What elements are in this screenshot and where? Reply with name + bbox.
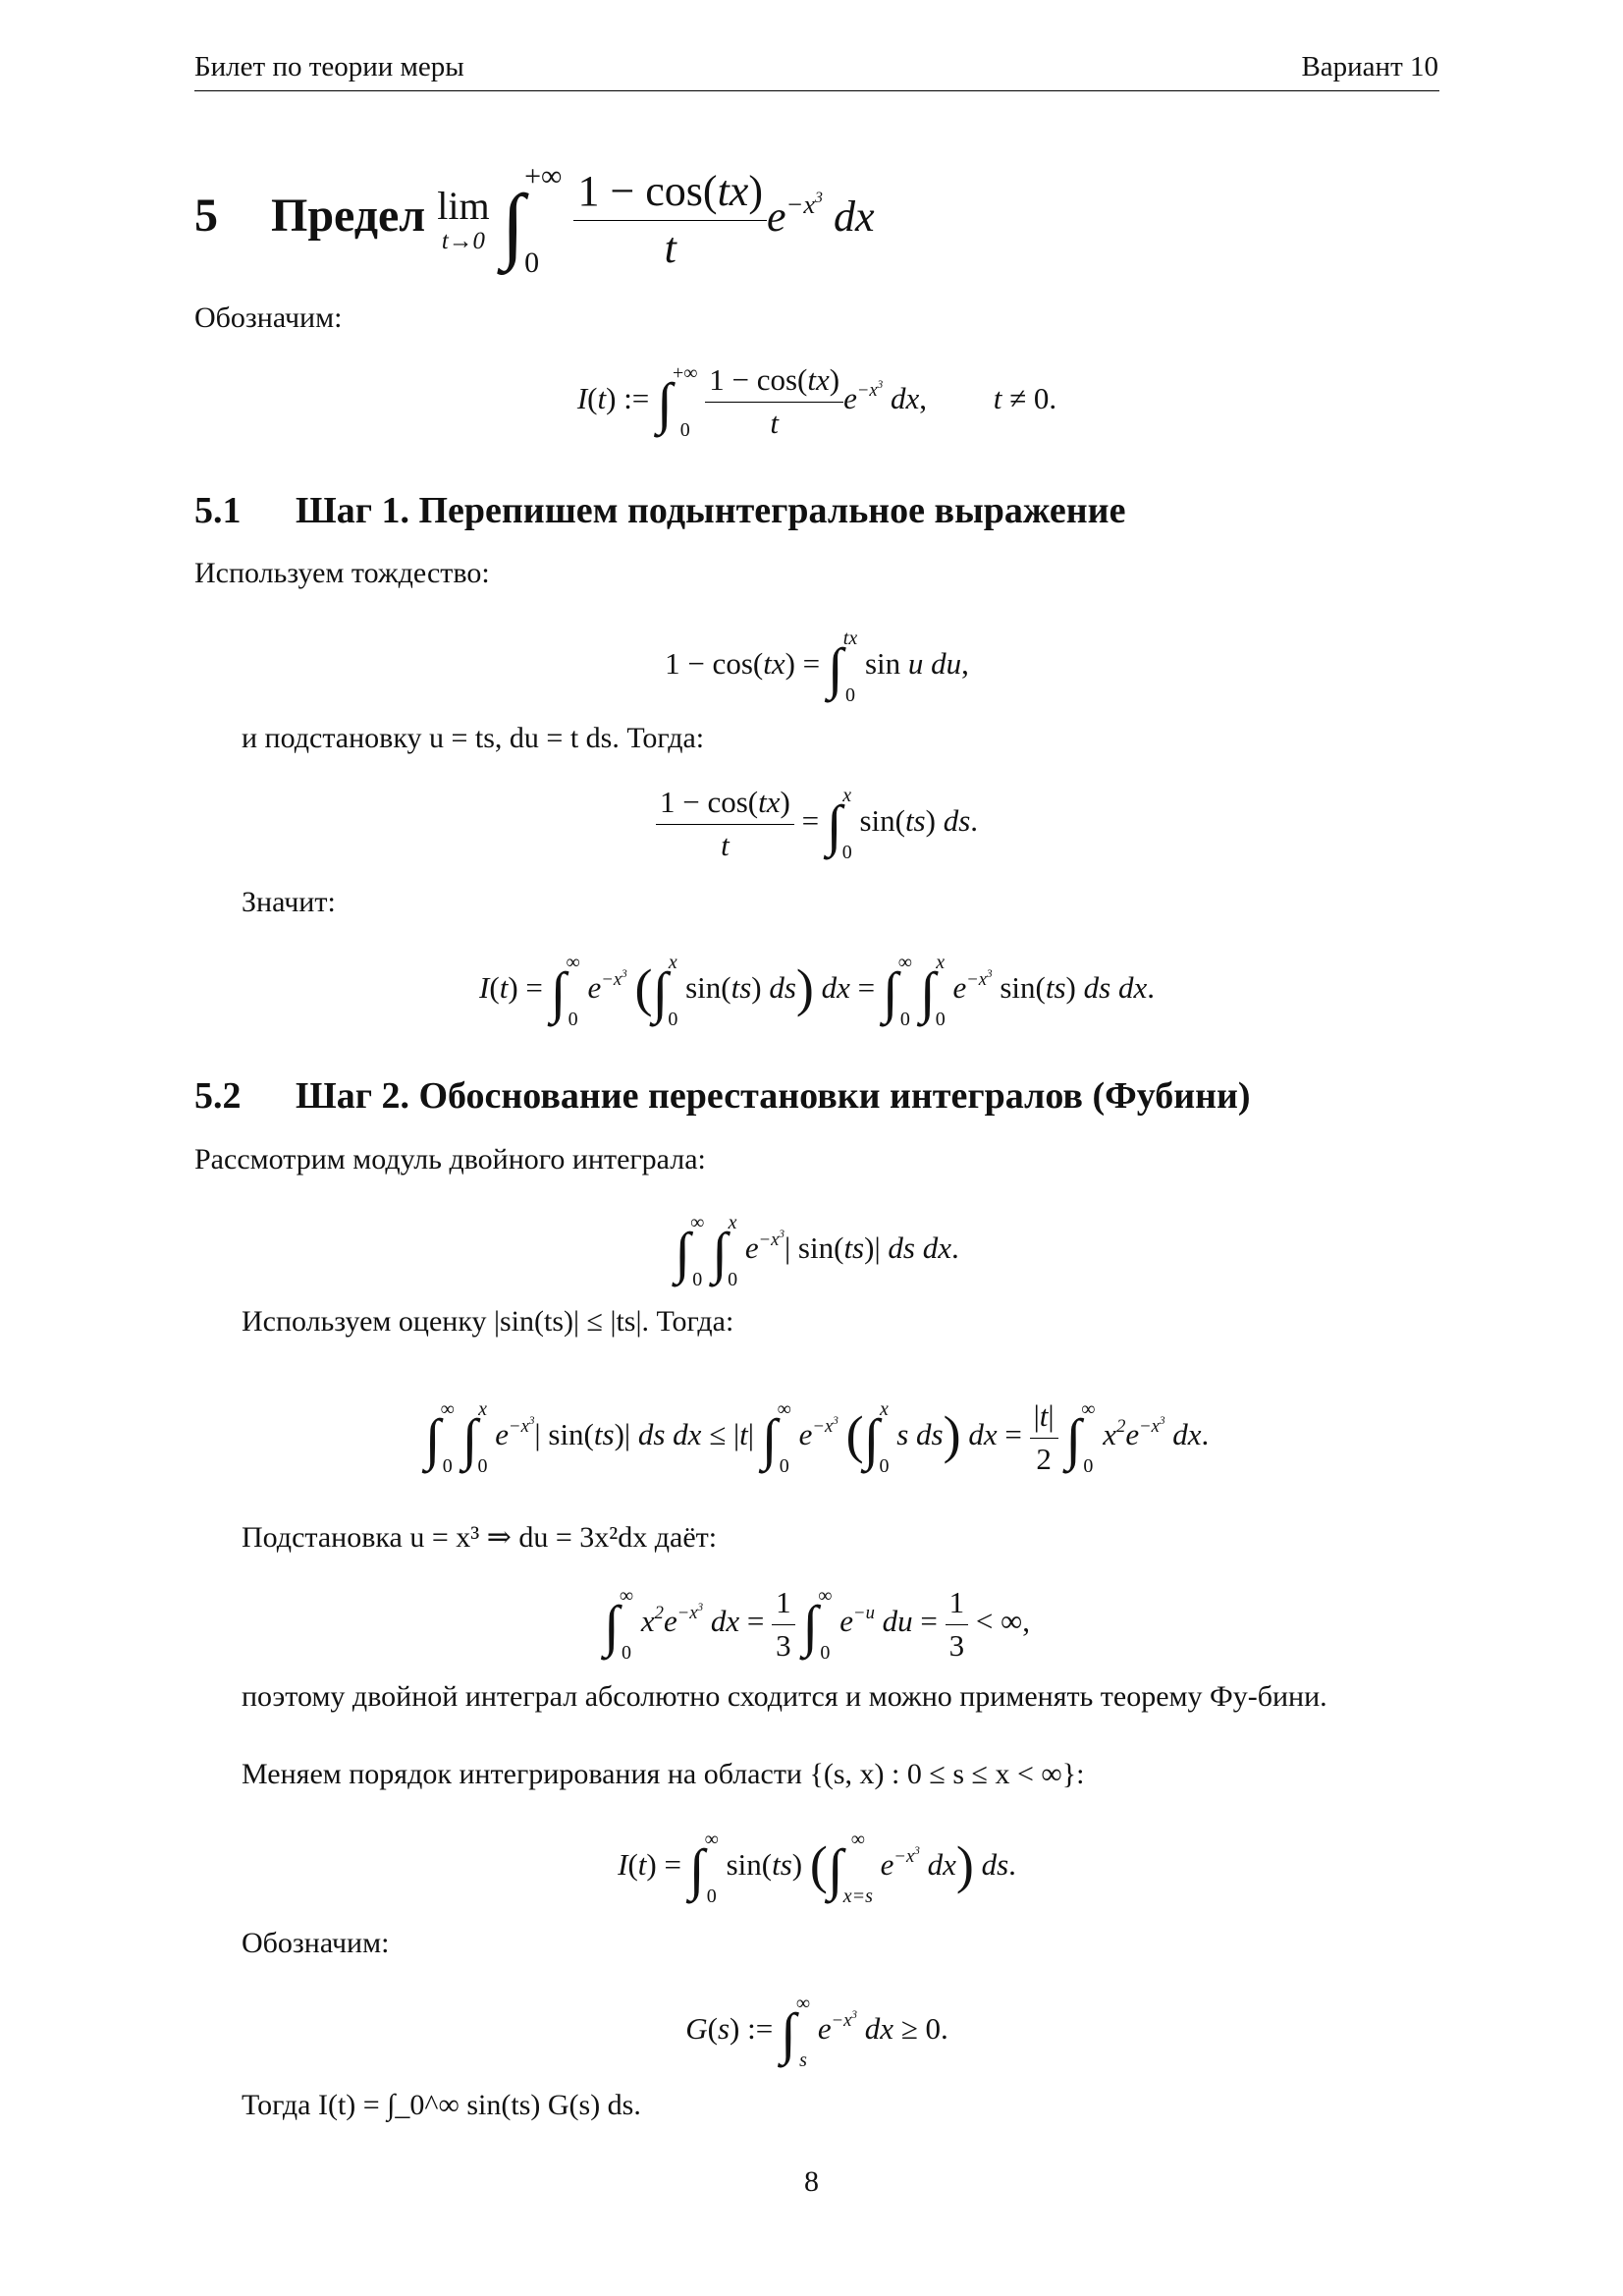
equation-fraction: $\frac{1 - \cos(tx)}{t}$ = ∫ x 0 sin(ts) ds. [194, 786, 1439, 862]
equation-gs: G(s) := ∫ ∞ s $e^{-x^3}$ dx ≥ 0. [685, 1993, 948, 2071]
equation-modulus: ∫ ∞ 0 ∫ x 0 $e^{-x^3}|$ sin(ts)| ds dx. [675, 1212, 959, 1290]
subsection-title: Шаг 2. Обоснование перестановки интегралов (Фубини) [296, 1075, 1251, 1117]
header-right: Вариант 10 [1301, 51, 1438, 82]
text-oboznachim: Обозначим: [194, 301, 343, 334]
subsection-title: Шаг 1. Перепишем подынтегральное выражение [296, 490, 1126, 531]
subsection-5-2 [194, 1074, 1251, 1118]
section-title [194, 162, 875, 278]
section-title-formula: lim t→0 ∫ +∞ 0 $\frac{1 - \cos(tx)}{t}$ $e^{-x^3}$ dx [437, 160, 875, 279]
text-estimate: Используем оценку |sin(ts)| ≤ |ts|. Тогда: [242, 1305, 734, 1338]
equation-swapped: I(t) = ∫ ∞ 0 sin(ts) (∫ ∞ x=s $e^{-x^3}$ dx) ds. [618, 1829, 1016, 1907]
section-number: 5 [194, 190, 218, 243]
subsection-number: 5.2 [194, 1075, 242, 1117]
text-znachit: Значит: [242, 886, 336, 918]
text-oboznachim2: Обозначим: [242, 1927, 390, 1959]
subsection-5-1 [194, 489, 1125, 532]
equation-subst-result: ∫ ∞ 0 $x^2e^{-x^3}$ dx = $\frac{1}{3}$ ∫ ∞ 0 $e^{-u}$ du = $\frac{1}{3}$ < ∞, [604, 1585, 1030, 1664]
header-rule [194, 90, 1439, 91]
subsection-number: 5.1 [194, 490, 242, 531]
text-step1-intro: Используем тождество: [194, 557, 490, 589]
text-step2-intro: Рассмотрим модуль двойного интеграла: [194, 1143, 706, 1175]
section-title-text: Предел [271, 190, 426, 243]
text-substitution: и подстановку u = ts, du = t ds. Тогда: [242, 722, 705, 754]
equation-it: I(t) = ∫ ∞ 0 $e^{-x^3}$ (∫ x 0 sin(ts) ds) dx = ∫ ∞ 0 ∫ x 0 $e^{-x^3}$ sin(ts) ds dx. [479, 952, 1155, 1030]
header-left: Билет по теории меры [194, 51, 464, 82]
equation-definition: I(t) := ∫ +∞ 0 $\frac{1 - \cos(tx)}{t}$ $e^{-x^3}$ dx, t ≠ 0. [576, 362, 1057, 441]
equation-identity: 1 − cos(tx) = ∫ tx 0 sin u du, [665, 628, 969, 706]
page-number: 8 [804, 2165, 819, 2198]
text-fubini: поэтому двойной интеграл абсолютно сходится и можно применять теорему Фу-бини. [242, 1680, 1327, 1713]
text-final: Тогда I(t) = ∫_0^∞ sin(ts) G(s) ds. [242, 2089, 641, 2121]
text-order: Меняем порядок интегрирования на области {(s, x) : 0 ≤ s ≤ x < ∞}: [242, 1758, 1085, 1790]
text-subst2: Подстановка u = x³ ⇒ du = 3x²dx даёт: [242, 1521, 718, 1554]
equation-bound: ∫ ∞ 0 ∫ x 0 $e^{-x^3}|$ sin(ts)| ds dx ≤ |t| ∫ ∞ 0 $e^{-x^3}$ (∫ x 0 s ds) dx = $\frac{|t|}{2}$ ∫ ∞ 0 $x^2e^{-x^3}$ dx. [424, 1398, 1210, 1477]
